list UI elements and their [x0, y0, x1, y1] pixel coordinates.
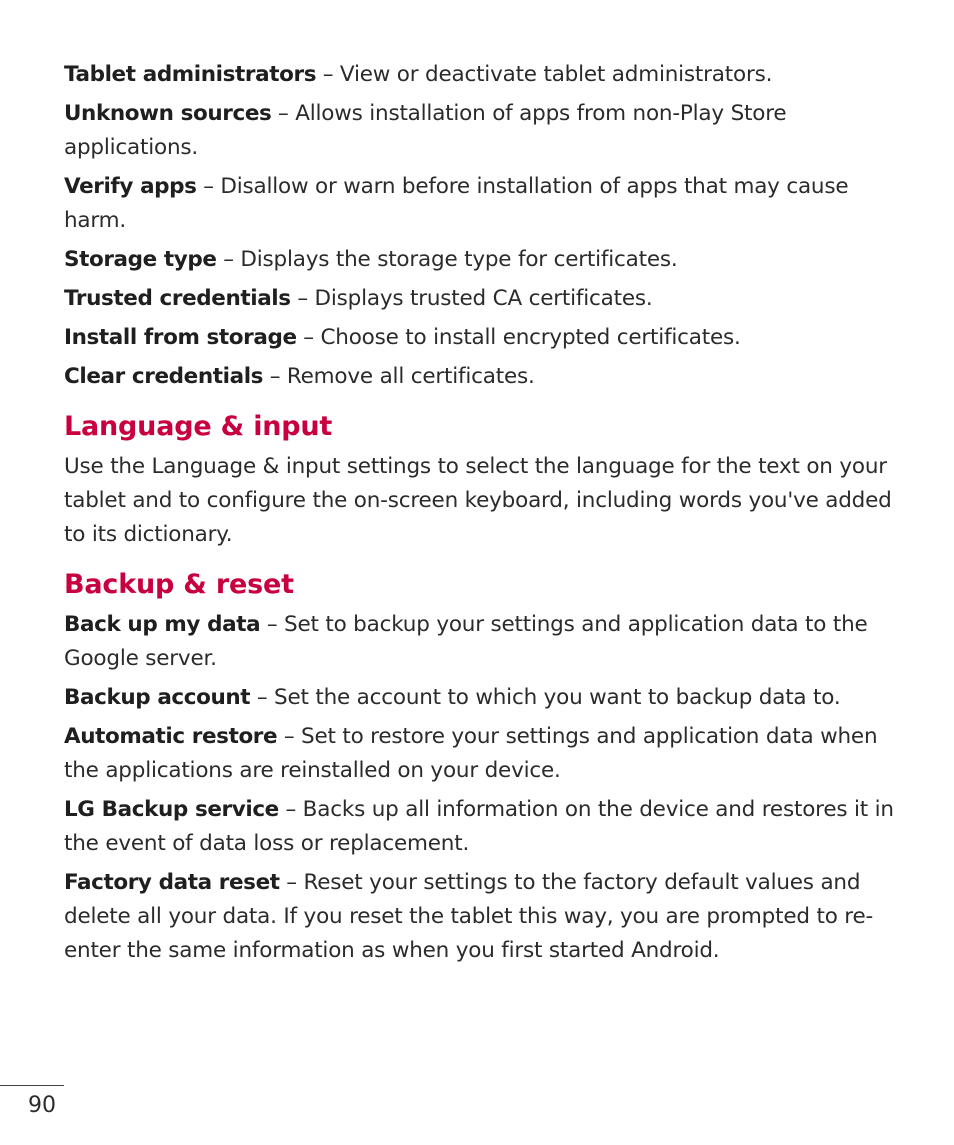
page-content	[64, 58, 904, 973]
definition-back-up-my-data	[64, 608, 904, 676]
description: – View or deactivate tablet administrators.	[316, 62, 773, 87]
description: – Allows installation of apps from non-Play Store applications.	[64, 101, 787, 160]
description: – Choose to install encrypted certificates.	[296, 325, 741, 350]
description: – Backs up all information on the device and restores it in the event of data loss or replacement.	[64, 797, 894, 856]
term: Back up my data	[64, 612, 261, 637]
term: Storage type	[64, 247, 217, 272]
definition-clear-credentials	[64, 360, 904, 394]
term: Automatic restore	[64, 724, 278, 749]
description: – Set to backup your settings and application data to the Google server.	[64, 612, 868, 671]
description: – Reset your settings to the factory default values and delete all your data. If you reset the tablet this way, you are prompted to re-enter the same information as when you first started Android.	[64, 870, 874, 963]
section-heading-backup-reset: Backup & reset	[64, 569, 294, 600]
term: Tablet administrators	[64, 62, 317, 87]
definition-automatic-restore	[64, 720, 904, 788]
term: Unknown sources	[64, 101, 272, 126]
definition-trusted-credentials	[64, 282, 904, 316]
definition-lg-backup-service	[64, 793, 904, 861]
language-intro-text: Use the Language & input settings to select the language for the text on your tablet and to configure the on-screen keyboard, including words you've added to its dictionary.	[64, 454, 892, 547]
description: – Disallow or warn before installation of apps that may cause harm.	[64, 174, 849, 233]
description: – Displays trusted CA certificates.	[290, 286, 653, 311]
term: Backup account	[64, 685, 251, 710]
description: – Set the account to which you want to backup data to.	[250, 685, 841, 710]
section-heading-language-input: Language & input	[64, 411, 333, 442]
definition-install-from-storage	[64, 321, 904, 355]
description: – Displays the storage type for certificates.	[216, 247, 678, 272]
definition-tablet-administrators	[64, 58, 904, 92]
description: – Set to restore your settings and application data when the applications are reinstalled on your device.	[64, 724, 878, 783]
term: Install from storage	[64, 325, 297, 350]
definition-verify-apps	[64, 170, 904, 238]
term: Verify apps	[64, 174, 197, 199]
footer-divider	[0, 1085, 64, 1086]
description: – Remove all certificates.	[263, 364, 535, 389]
definition-unknown-sources	[64, 97, 904, 165]
page-number: 90	[28, 1093, 56, 1118]
term: Trusted credentials	[64, 286, 291, 311]
term: Clear credentials	[64, 364, 264, 389]
term: Factory data reset	[64, 870, 280, 895]
definition-backup-account	[64, 681, 904, 715]
definition-factory-data-reset	[64, 866, 904, 968]
term: LG Backup service	[64, 797, 279, 822]
definition-storage-type	[64, 243, 904, 277]
